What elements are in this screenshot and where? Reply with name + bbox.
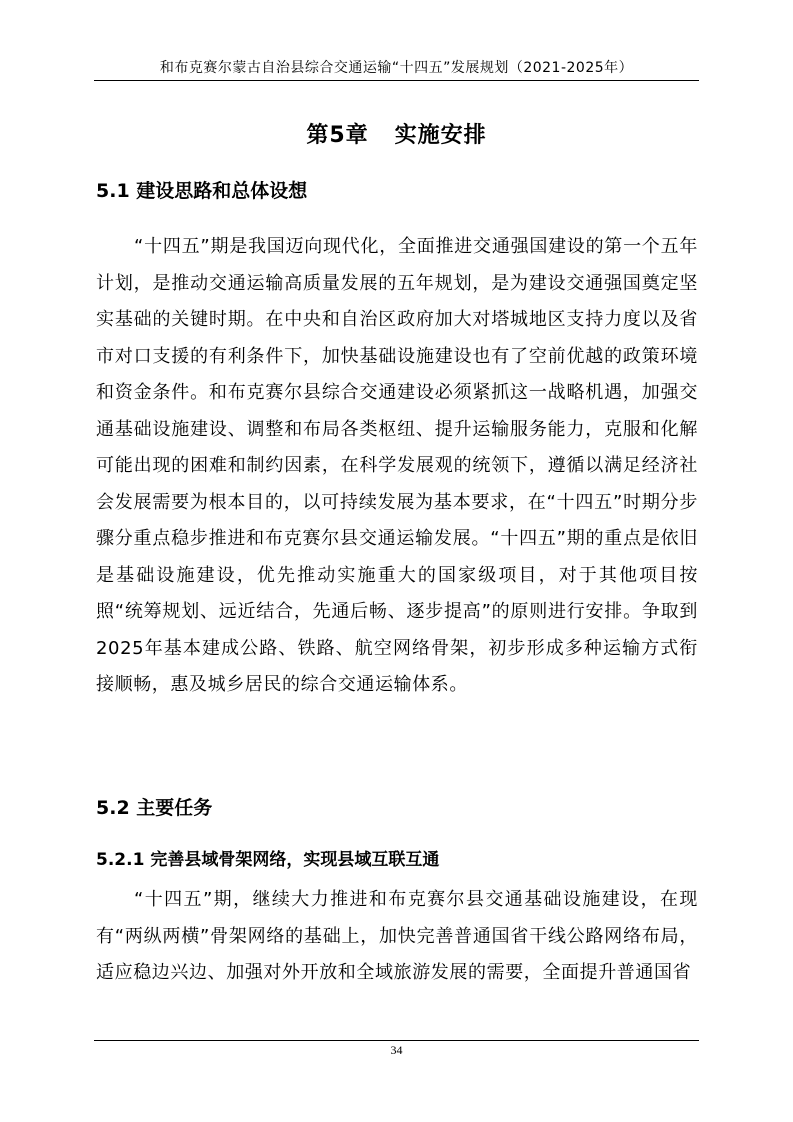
subsection-5-2-1-paragraph: “十四五”期，继续大力推进和布克赛尔县交通基础设施建设，在现有“两纵两横”骨架网络的基础上，加快完善普通国省干线公路网络布局，适应稳边兴边、加强对外开放和全域旅游发展的需要，全面提升普通国省 [96, 889, 698, 983]
page-number: 34 [390, 1043, 403, 1057]
running-header: 和布克赛尔蒙古自治县综合交通运输“十四五”发展规划（2021-2025年） [159, 60, 634, 76]
footer-rule [94, 1040, 699, 1041]
header-rule [94, 80, 699, 81]
section-heading-5-1: 5.1 建设思路和总体设想 [96, 180, 308, 202]
section-5-1-paragraph: “十四五”期是我国迈向现代化，全面推进交通强国建设的第一个五年计划，是推动交通运输高质量发展的五年规划，是为建设交通强国奠定坚实基础的关键时期。在中央和自治区政府加大对塔城地区支持力度以及省市对口支援的有利条件下，加快基础设施建设也有了空前优越的政策环境和资金条件。和布克赛尔县综合交通建设必须紧抓这一战略机遇，加强交通基础设施建设、调整和布局各类枢纽、提升运输服务能力，克服和化解可能出现的困难和制约因素，在科学发展观的统领下，遵循以满足经济社会发展需要为根本目的，以可持续发展为基本要求，在“十四五”时期分步骤分重点稳步推进和布克赛尔县交通运输发展。“十四五”期的重点是依旧是基础设施建设，优先推动实施重大的国家级项目，对于其他项目按照“统筹规划、远近结合，先通后畅、逐步提高”的原则进行安排。争取到2025年基本建成公路、铁路、航空网络骨架，初步形成多种运输方式衔接顺畅，惠及城乡居民的综合交通运输体系。 [96, 236, 698, 695]
subsection-heading-5-2-1: 5.2.1 完善县域骨架网络，实现县域互联互通 [96, 850, 440, 870]
section-heading-5-2: 5.2 主要任务 [96, 797, 213, 819]
chapter-title: 第5章 实施安排 [306, 123, 487, 148]
